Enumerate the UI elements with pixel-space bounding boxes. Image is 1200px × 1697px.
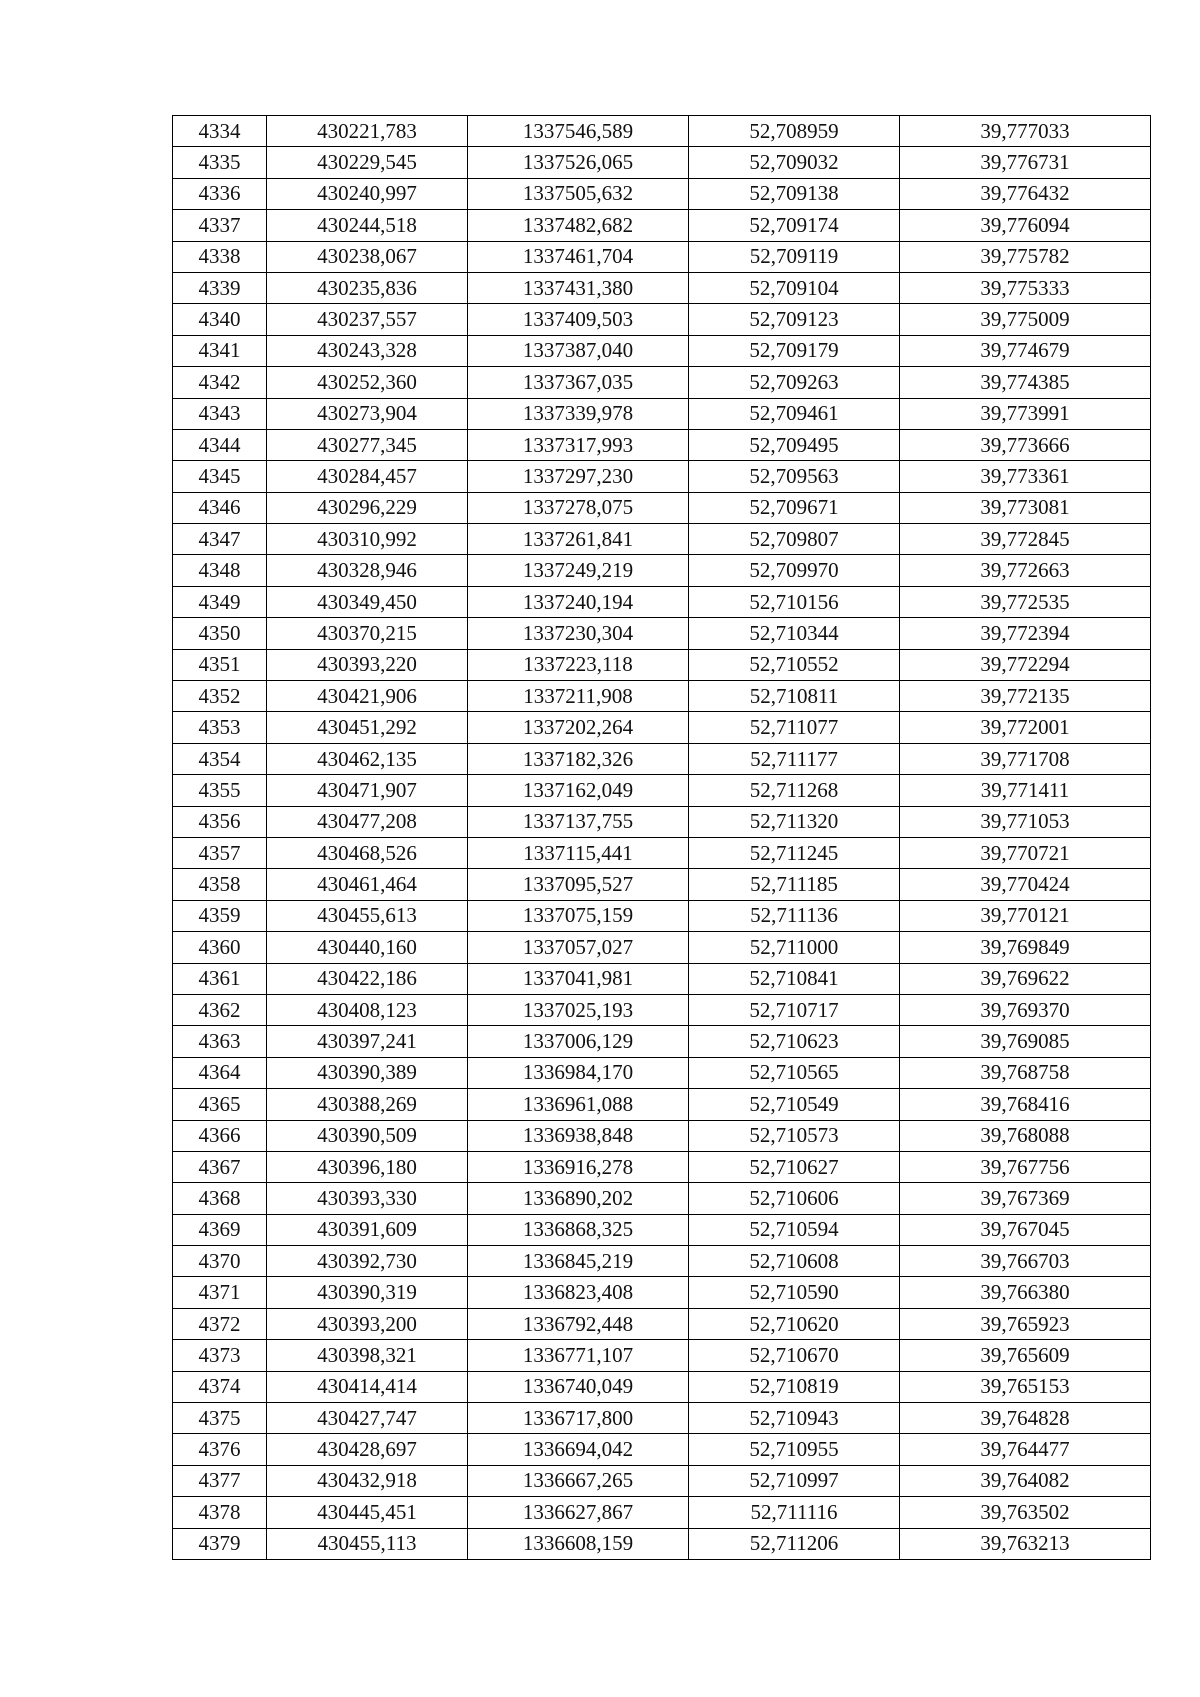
point-number-cell: 4355 [173, 775, 267, 806]
latitude-cell: 52,710955 [689, 1434, 900, 1465]
point-number-cell: 4350 [173, 618, 267, 649]
x-coordinate-cell: 430408,123 [267, 994, 468, 1025]
latitude-cell: 52,710819 [689, 1371, 900, 1402]
point-number-cell: 4366 [173, 1120, 267, 1151]
table-row [173, 1026, 1151, 1057]
table-row [173, 1120, 1151, 1151]
x-coordinate-cell: 430455,113 [267, 1528, 468, 1559]
longitude-cell: 39,774679 [900, 335, 1151, 366]
y-coordinate-cell: 1337137,755 [468, 806, 689, 837]
latitude-cell: 52,711000 [689, 932, 900, 963]
latitude-cell: 52,709119 [689, 241, 900, 272]
longitude-cell: 39,772845 [900, 524, 1151, 555]
table-row [173, 210, 1151, 241]
table-row [173, 837, 1151, 868]
y-coordinate-cell: 1337339,978 [468, 398, 689, 429]
latitude-cell: 52,711077 [689, 712, 900, 743]
x-coordinate-cell: 430296,229 [267, 492, 468, 523]
y-coordinate-cell: 1336890,202 [468, 1183, 689, 1214]
latitude-cell: 52,710627 [689, 1151, 900, 1182]
y-coordinate-cell: 1337461,704 [468, 241, 689, 272]
longitude-cell: 39,767045 [900, 1214, 1151, 1245]
x-coordinate-cell: 430451,292 [267, 712, 468, 743]
longitude-cell: 39,764082 [900, 1465, 1151, 1496]
table-row [173, 461, 1151, 492]
y-coordinate-cell: 1336845,219 [468, 1246, 689, 1277]
longitude-cell: 39,772135 [900, 681, 1151, 712]
point-number-cell: 4364 [173, 1057, 267, 1088]
table-row [173, 649, 1151, 680]
x-coordinate-cell: 430427,747 [267, 1403, 468, 1434]
table-row [173, 1497, 1151, 1528]
table-row [173, 775, 1151, 806]
x-coordinate-cell: 430277,345 [267, 429, 468, 460]
latitude-cell: 52,710811 [689, 681, 900, 712]
latitude-cell: 52,710620 [689, 1308, 900, 1339]
y-coordinate-cell: 1337162,049 [468, 775, 689, 806]
point-number-cell: 4345 [173, 461, 267, 492]
point-number-cell: 4377 [173, 1465, 267, 1496]
longitude-cell: 39,771411 [900, 775, 1151, 806]
x-coordinate-cell: 430240,997 [267, 178, 468, 209]
latitude-cell: 52,709104 [689, 272, 900, 303]
y-coordinate-cell: 1337075,159 [468, 900, 689, 931]
latitude-cell: 52,710670 [689, 1340, 900, 1371]
longitude-cell: 39,766703 [900, 1246, 1151, 1277]
y-coordinate-cell: 1337387,040 [468, 335, 689, 366]
table-row [173, 1277, 1151, 1308]
point-number-cell: 4359 [173, 900, 267, 931]
x-coordinate-cell: 430445,451 [267, 1497, 468, 1528]
longitude-cell: 39,776432 [900, 178, 1151, 209]
point-number-cell: 4372 [173, 1308, 267, 1339]
x-coordinate-cell: 430432,918 [267, 1465, 468, 1496]
x-coordinate-cell: 430393,200 [267, 1308, 468, 1339]
y-coordinate-cell: 1337182,326 [468, 743, 689, 774]
table-row [173, 304, 1151, 335]
y-coordinate-cell: 1337297,230 [468, 461, 689, 492]
latitude-cell: 52,709563 [689, 461, 900, 492]
table-row [173, 241, 1151, 272]
point-number-cell: 4357 [173, 837, 267, 868]
table-row [173, 1340, 1151, 1371]
table-row [173, 524, 1151, 555]
longitude-cell: 39,773081 [900, 492, 1151, 523]
x-coordinate-cell: 430461,464 [267, 869, 468, 900]
longitude-cell: 39,766380 [900, 1277, 1151, 1308]
y-coordinate-cell: 1336740,049 [468, 1371, 689, 1402]
point-number-cell: 4347 [173, 524, 267, 555]
x-coordinate-cell: 430440,160 [267, 932, 468, 963]
y-coordinate-cell: 1337249,219 [468, 555, 689, 586]
longitude-cell: 39,773361 [900, 461, 1151, 492]
latitude-cell: 52,710573 [689, 1120, 900, 1151]
y-coordinate-cell: 1337409,503 [468, 304, 689, 335]
point-number-cell: 4334 [173, 116, 267, 147]
x-coordinate-cell: 430422,186 [267, 963, 468, 994]
latitude-cell: 52,709970 [689, 555, 900, 586]
x-coordinate-cell: 430390,319 [267, 1277, 468, 1308]
table-row [173, 1465, 1151, 1496]
x-coordinate-cell: 430414,414 [267, 1371, 468, 1402]
table-row [173, 367, 1151, 398]
longitude-cell: 39,775009 [900, 304, 1151, 335]
latitude-cell: 52,710549 [689, 1089, 900, 1120]
x-coordinate-cell: 430328,946 [267, 555, 468, 586]
x-coordinate-cell: 430393,220 [267, 649, 468, 680]
table-row [173, 1246, 1151, 1277]
table-row [173, 743, 1151, 774]
longitude-cell: 39,772001 [900, 712, 1151, 743]
y-coordinate-cell: 1336771,107 [468, 1340, 689, 1371]
table-row [173, 712, 1151, 743]
x-coordinate-cell: 430390,389 [267, 1057, 468, 1088]
longitude-cell: 39,776731 [900, 147, 1151, 178]
longitude-cell: 39,777033 [900, 116, 1151, 147]
table-row [173, 1371, 1151, 1402]
point-number-cell: 4338 [173, 241, 267, 272]
latitude-cell: 52,711116 [689, 1497, 900, 1528]
latitude-cell: 52,709671 [689, 492, 900, 523]
point-number-cell: 4373 [173, 1340, 267, 1371]
y-coordinate-cell: 1337041,981 [468, 963, 689, 994]
table-row [173, 335, 1151, 366]
latitude-cell: 52,711245 [689, 837, 900, 868]
point-number-cell: 4340 [173, 304, 267, 335]
x-coordinate-cell: 430237,557 [267, 304, 468, 335]
table-row [173, 869, 1151, 900]
point-number-cell: 4358 [173, 869, 267, 900]
x-coordinate-cell: 430238,067 [267, 241, 468, 272]
point-number-cell: 4378 [173, 1497, 267, 1528]
longitude-cell: 39,773991 [900, 398, 1151, 429]
x-coordinate-cell: 430477,208 [267, 806, 468, 837]
y-coordinate-cell: 1337006,129 [468, 1026, 689, 1057]
y-coordinate-cell: 1337230,304 [468, 618, 689, 649]
latitude-cell: 52,711136 [689, 900, 900, 931]
y-coordinate-cell: 1337211,908 [468, 681, 689, 712]
longitude-cell: 39,769085 [900, 1026, 1151, 1057]
longitude-cell: 39,772663 [900, 555, 1151, 586]
longitude-cell: 39,763213 [900, 1528, 1151, 1559]
y-coordinate-cell: 1337526,065 [468, 147, 689, 178]
x-coordinate-cell: 430391,609 [267, 1214, 468, 1245]
y-coordinate-cell: 1336792,448 [468, 1308, 689, 1339]
y-coordinate-cell: 1337115,441 [468, 837, 689, 868]
latitude-cell: 52,710717 [689, 994, 900, 1025]
longitude-cell: 39,772535 [900, 586, 1151, 617]
x-coordinate-cell: 430229,545 [267, 147, 468, 178]
x-coordinate-cell: 430349,450 [267, 586, 468, 617]
point-number-cell: 4374 [173, 1371, 267, 1402]
point-number-cell: 4352 [173, 681, 267, 712]
point-number-cell: 4339 [173, 272, 267, 303]
table-row [173, 1183, 1151, 1214]
y-coordinate-cell: 1336868,325 [468, 1214, 689, 1245]
x-coordinate-cell: 430388,269 [267, 1089, 468, 1120]
longitude-cell: 39,773666 [900, 429, 1151, 460]
latitude-cell: 52,710997 [689, 1465, 900, 1496]
longitude-cell: 39,763502 [900, 1497, 1151, 1528]
table-row [173, 586, 1151, 617]
table-row [173, 932, 1151, 963]
y-coordinate-cell: 1336667,265 [468, 1465, 689, 1496]
x-coordinate-cell: 430398,321 [267, 1340, 468, 1371]
table-row [173, 618, 1151, 649]
x-coordinate-cell: 430396,180 [267, 1151, 468, 1182]
latitude-cell: 52,711185 [689, 869, 900, 900]
latitude-cell: 52,709495 [689, 429, 900, 460]
y-coordinate-cell: 1337482,682 [468, 210, 689, 241]
latitude-cell: 52,709179 [689, 335, 900, 366]
table-row [173, 806, 1151, 837]
y-coordinate-cell: 1337367,035 [468, 367, 689, 398]
x-coordinate-cell: 430370,215 [267, 618, 468, 649]
longitude-cell: 39,769849 [900, 932, 1151, 963]
point-number-cell: 4348 [173, 555, 267, 586]
point-number-cell: 4349 [173, 586, 267, 617]
longitude-cell: 39,771708 [900, 743, 1151, 774]
table-row [173, 178, 1151, 209]
y-coordinate-cell: 1337240,194 [468, 586, 689, 617]
table-row [173, 900, 1151, 931]
longitude-cell: 39,775333 [900, 272, 1151, 303]
x-coordinate-cell: 430390,509 [267, 1120, 468, 1151]
latitude-cell: 52,711320 [689, 806, 900, 837]
point-number-cell: 4344 [173, 429, 267, 460]
table-row [173, 492, 1151, 523]
table-row [173, 429, 1151, 460]
point-number-cell: 4335 [173, 147, 267, 178]
longitude-cell: 39,765923 [900, 1308, 1151, 1339]
table-row [173, 1214, 1151, 1245]
x-coordinate-cell: 430468,526 [267, 837, 468, 868]
point-number-cell: 4361 [173, 963, 267, 994]
point-number-cell: 4371 [173, 1277, 267, 1308]
table-row [173, 681, 1151, 712]
y-coordinate-cell: 1337025,193 [468, 994, 689, 1025]
y-coordinate-cell: 1336984,170 [468, 1057, 689, 1088]
x-coordinate-cell: 430243,328 [267, 335, 468, 366]
point-number-cell: 4369 [173, 1214, 267, 1245]
x-coordinate-cell: 430455,613 [267, 900, 468, 931]
point-number-cell: 4375 [173, 1403, 267, 1434]
longitude-cell: 39,770121 [900, 900, 1151, 931]
point-number-cell: 4370 [173, 1246, 267, 1277]
longitude-cell: 39,770721 [900, 837, 1151, 868]
x-coordinate-cell: 430397,241 [267, 1026, 468, 1057]
point-number-cell: 4346 [173, 492, 267, 523]
table-row [173, 1403, 1151, 1434]
coordinates-table [172, 115, 1151, 1560]
latitude-cell: 52,710606 [689, 1183, 900, 1214]
x-coordinate-cell: 430235,836 [267, 272, 468, 303]
table-row [173, 1528, 1151, 1559]
y-coordinate-cell: 1337261,841 [468, 524, 689, 555]
x-coordinate-cell: 430421,906 [267, 681, 468, 712]
point-number-cell: 4353 [173, 712, 267, 743]
longitude-cell: 39,764828 [900, 1403, 1151, 1434]
point-number-cell: 4356 [173, 806, 267, 837]
longitude-cell: 39,775782 [900, 241, 1151, 272]
latitude-cell: 52,709032 [689, 147, 900, 178]
latitude-cell: 52,710156 [689, 586, 900, 617]
longitude-cell: 39,776094 [900, 210, 1151, 241]
table-row [173, 116, 1151, 147]
point-number-cell: 4360 [173, 932, 267, 963]
table-row [173, 147, 1151, 178]
latitude-cell: 52,710943 [689, 1403, 900, 1434]
latitude-cell: 52,709138 [689, 178, 900, 209]
longitude-cell: 39,772294 [900, 649, 1151, 680]
longitude-cell: 39,774385 [900, 367, 1151, 398]
longitude-cell: 39,768758 [900, 1057, 1151, 1088]
point-number-cell: 4379 [173, 1528, 267, 1559]
latitude-cell: 52,711268 [689, 775, 900, 806]
y-coordinate-cell: 1337095,527 [468, 869, 689, 900]
table-row [173, 1089, 1151, 1120]
point-number-cell: 4336 [173, 178, 267, 209]
y-coordinate-cell: 1336938,848 [468, 1120, 689, 1151]
point-number-cell: 4337 [173, 210, 267, 241]
x-coordinate-cell: 430273,904 [267, 398, 468, 429]
y-coordinate-cell: 1337546,589 [468, 116, 689, 147]
latitude-cell: 52,711177 [689, 743, 900, 774]
table-row [173, 1151, 1151, 1182]
point-number-cell: 4354 [173, 743, 267, 774]
y-coordinate-cell: 1336961,088 [468, 1089, 689, 1120]
latitude-cell: 52,710594 [689, 1214, 900, 1245]
table-row [173, 555, 1151, 586]
y-coordinate-cell: 1337057,027 [468, 932, 689, 963]
latitude-cell: 52,709807 [689, 524, 900, 555]
longitude-cell: 39,769622 [900, 963, 1151, 994]
longitude-cell: 39,765609 [900, 1340, 1151, 1371]
x-coordinate-cell: 430252,360 [267, 367, 468, 398]
latitude-cell: 52,710344 [689, 618, 900, 649]
longitude-cell: 39,764477 [900, 1434, 1151, 1465]
point-number-cell: 4343 [173, 398, 267, 429]
x-coordinate-cell: 430284,457 [267, 461, 468, 492]
table-row [173, 272, 1151, 303]
y-coordinate-cell: 1336717,800 [468, 1403, 689, 1434]
x-coordinate-cell: 430221,783 [267, 116, 468, 147]
point-number-cell: 4342 [173, 367, 267, 398]
latitude-cell: 52,709461 [689, 398, 900, 429]
y-coordinate-cell: 1336823,408 [468, 1277, 689, 1308]
longitude-cell: 39,768416 [900, 1089, 1151, 1120]
longitude-cell: 39,768088 [900, 1120, 1151, 1151]
y-coordinate-cell: 1337278,075 [468, 492, 689, 523]
point-number-cell: 4363 [173, 1026, 267, 1057]
y-coordinate-cell: 1336608,159 [468, 1528, 689, 1559]
latitude-cell: 52,708959 [689, 116, 900, 147]
longitude-cell: 39,772394 [900, 618, 1151, 649]
latitude-cell: 52,709263 [689, 367, 900, 398]
y-coordinate-cell: 1337223,118 [468, 649, 689, 680]
x-coordinate-cell: 430462,135 [267, 743, 468, 774]
latitude-cell: 52,709174 [689, 210, 900, 241]
y-coordinate-cell: 1337505,632 [468, 178, 689, 209]
point-number-cell: 4351 [173, 649, 267, 680]
longitude-cell: 39,767756 [900, 1151, 1151, 1182]
table-row [173, 963, 1151, 994]
latitude-cell: 52,710608 [689, 1246, 900, 1277]
table-row [173, 1308, 1151, 1339]
latitude-cell: 52,711206 [689, 1528, 900, 1559]
latitude-cell: 52,710552 [689, 649, 900, 680]
x-coordinate-cell: 430393,330 [267, 1183, 468, 1214]
latitude-cell: 52,710841 [689, 963, 900, 994]
table-row [173, 1434, 1151, 1465]
point-number-cell: 4365 [173, 1089, 267, 1120]
longitude-cell: 39,769370 [900, 994, 1151, 1025]
y-coordinate-cell: 1336694,042 [468, 1434, 689, 1465]
y-coordinate-cell: 1337317,993 [468, 429, 689, 460]
longitude-cell: 39,771053 [900, 806, 1151, 837]
latitude-cell: 52,710623 [689, 1026, 900, 1057]
x-coordinate-cell: 430471,907 [267, 775, 468, 806]
latitude-cell: 52,710565 [689, 1057, 900, 1088]
y-coordinate-cell: 1337431,380 [468, 272, 689, 303]
longitude-cell: 39,767369 [900, 1183, 1151, 1214]
point-number-cell: 4362 [173, 994, 267, 1025]
y-coordinate-cell: 1336627,867 [468, 1497, 689, 1528]
x-coordinate-cell: 430428,697 [267, 1434, 468, 1465]
latitude-cell: 52,709123 [689, 304, 900, 335]
point-number-cell: 4376 [173, 1434, 267, 1465]
x-coordinate-cell: 430244,518 [267, 210, 468, 241]
table-row [173, 994, 1151, 1025]
point-number-cell: 4368 [173, 1183, 267, 1214]
table-row [173, 398, 1151, 429]
y-coordinate-cell: 1336916,278 [468, 1151, 689, 1182]
point-number-cell: 4341 [173, 335, 267, 366]
longitude-cell: 39,765153 [900, 1371, 1151, 1402]
y-coordinate-cell: 1337202,264 [468, 712, 689, 743]
coordinates-table-body [173, 116, 1151, 1560]
latitude-cell: 52,710590 [689, 1277, 900, 1308]
table-row [173, 1057, 1151, 1088]
x-coordinate-cell: 430310,992 [267, 524, 468, 555]
x-coordinate-cell: 430392,730 [267, 1246, 468, 1277]
longitude-cell: 39,770424 [900, 869, 1151, 900]
point-number-cell: 4367 [173, 1151, 267, 1182]
